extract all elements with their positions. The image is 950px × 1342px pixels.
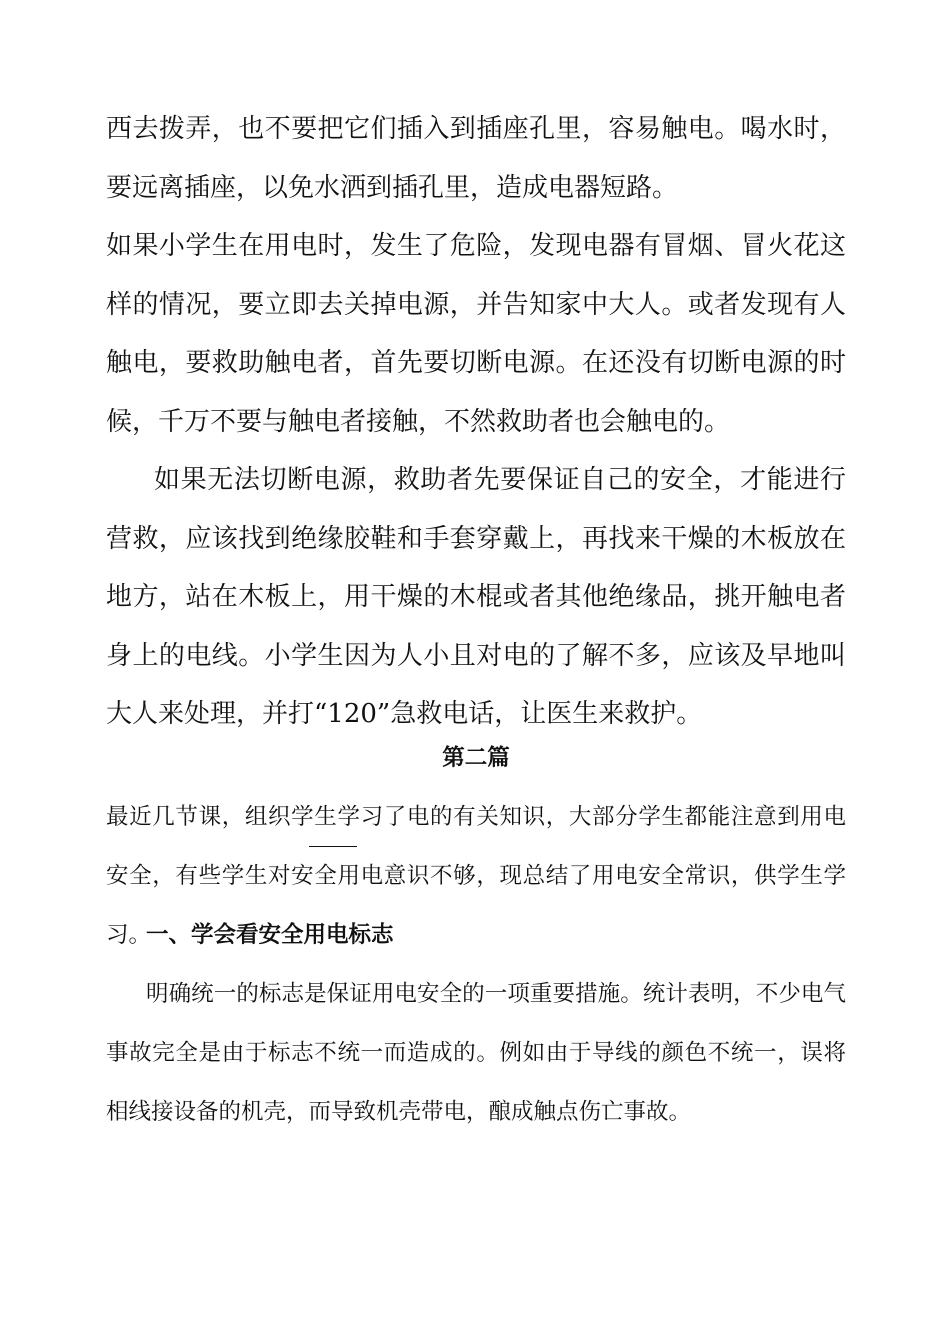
paragraph-continuation: 西去拨弄，也不要把它们插入到插座孔里，容易触电。喝水时，要远离插座，以免水洒到插孔里，造成电器短路。	[106, 114, 846, 203]
paragraph-emergency: 如果小学生在用电时，发生了危险，发现电器有冒烟、冒火花这样的情况，要立即去关掉电源，并告知家中大人。或者发现有人触电，要救助触电者，首先要切断电源。在还没有切断电源的时候，千万不要与触电者接触，不然救助者也会触电的。	[106, 231, 846, 437]
paragraph-signs: 明确统一的标志是保证用电安全的一项重要措施。统计表明，不少电气事故完全是由于标志不统一而造成的。例如由于导线的颜色不统一，误将相线接设备的机壳，而导致机壳带电，酿成触点伤亡事故。	[106, 981, 846, 1125]
text-underline-mark	[309, 846, 357, 847]
section-title: 第二篇	[442, 745, 510, 771]
paragraph-rescue: 如果无法切断电源，救助者先要保证自己的安全，才能进行营救，应该找到绝缘胶鞋和手套穿戴上，再找来干燥的木板放在地方，站在木板上，用干燥的木棍或者其他绝缘品，挑开触电者身上的电线。小学生因为人小且对电的了解不多，应该及早地叫大人来处理，并打“120”急救电话，让医生来救护。	[106, 465, 846, 729]
heading-safety-signs: 一、学会看安全用电标志	[146, 922, 394, 948]
paragraph-intro: 最近几节课，组织学生学习了电的有关知识，大部分学生都能注意到用电安全，有些学生对安全用电意识不够，现总结了用电安全常识，供学生学习。	[106, 804, 846, 948]
